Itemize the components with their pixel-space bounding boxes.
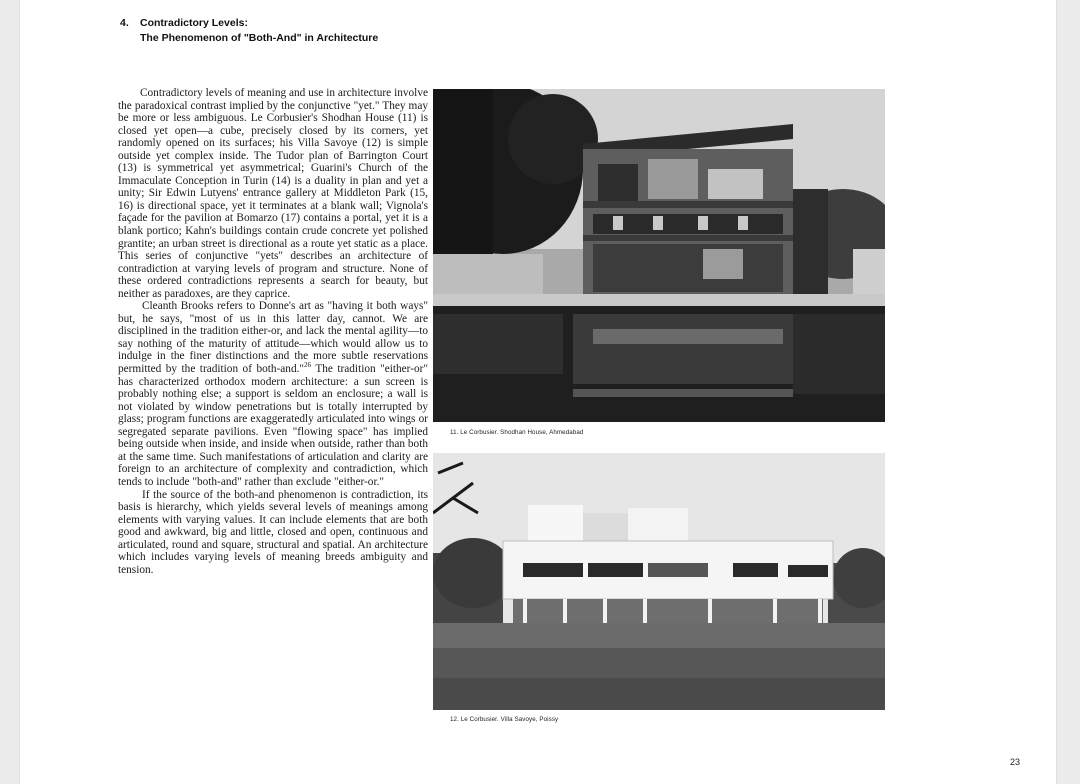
figure-11-photo: [433, 89, 885, 422]
footnote-marker: 26: [304, 361, 312, 370]
paragraph-2: [118, 300, 428, 488]
chapter-title-line: [120, 16, 378, 31]
chapter-subtitle: The Phenomenon of "Both-And" in Architecture: [140, 32, 379, 44]
figure-11-caption: 11. Le Corbusier. Shodhan House, Ahmedabad: [450, 429, 584, 436]
paragraph-3: If the source of the both-and phenomenon is contradiction, its basis is hierarchy, which yields several levels of meanings among elements with varying values. It can include elements that are both good and awkward, big and little, closed and open, continuous and articulated, round and square, structural and spatial. An architecture which includes varying levels of meaning breeds ambiguity and tension.: [118, 488, 428, 576]
shodhan-house-image: [433, 89, 885, 422]
chapter-number: 4.: [120, 17, 129, 29]
chapter-header: [120, 16, 378, 46]
paragraph-1: Contradictory levels of meaning and use in architecture involve the paradoxical contrast implied by the conjunctive "yet." They may be more or less ambiguous. Le Corbusier's Shodhan House (11) is closed yet open—a cube, precisely closed by its corners, yet randomly opened on its surfaces; his Villa Savoye (12) is simple outside yet complex inside. The Tudor plan of Barrington Court (13) is symmetrical yet asymmetrical; Guarini's Church of the Immaculate Conception in Turin (14) is a duality in plan and yet a unity; Sir Edwin Lutyens' entrance gallery at Middleton Park (15, 16) is directional space, yet it terminates at a blank wall; Vignola's façade for the pavilion at Bomarzo (17) contains a portal, yet it is a blank portico; Kahn's buildings contain crude concrete yet polished grantite; an urban street is directional as a route yet static as a place. This series of conjunctive "yets" describes an architecture of contradiction at varying levels of program and structure. None of these ordered contradictions represents a search for beauty, but neither as paradoxes, are they caprice.: [118, 87, 428, 300]
paragraph-2-quote: Cleanth Brooks refers to Donne's art as "having it both ways" but, he says, "most of us in this latter day, cannot. We are disciplined in the tradition either-or, and lack the mental agility—to say nothing of the maturity of attitude—which would allow us to indulge in the finer distinctions and the more subtle reservations permitted by the tradition of both-and.": [118, 300, 428, 376]
figure-12-caption: 12. Le Corbusier. Villa Savoye, Poissy: [450, 716, 559, 723]
villa-savoye-image: [433, 453, 885, 710]
document-page: [20, 0, 1056, 784]
page-number: 23: [1010, 757, 1021, 767]
figure-12-photo: [433, 453, 885, 710]
paragraph-2-rest: The tradition "either-or" has characterized orthodox modern architecture: a sun screen is probably nothing else; a support is seldom an enclosure; a wall is not violated by window penetrations but is totally interrupted by glass; program functions are exaggeratedly articulated into wings or segregated separate pavilions. Even "flowing space" has implied being outside when inside, and inside when outside, rather than both at the same time. Such manifestations of articulation and clarity are foreign to an architecture of complexity and contradiction, which tends to include "both-and" rather than exclude "either-or.": [118, 363, 429, 488]
body-text-column: [118, 87, 428, 576]
chapter-title: Contradictory Levels:: [140, 17, 248, 29]
